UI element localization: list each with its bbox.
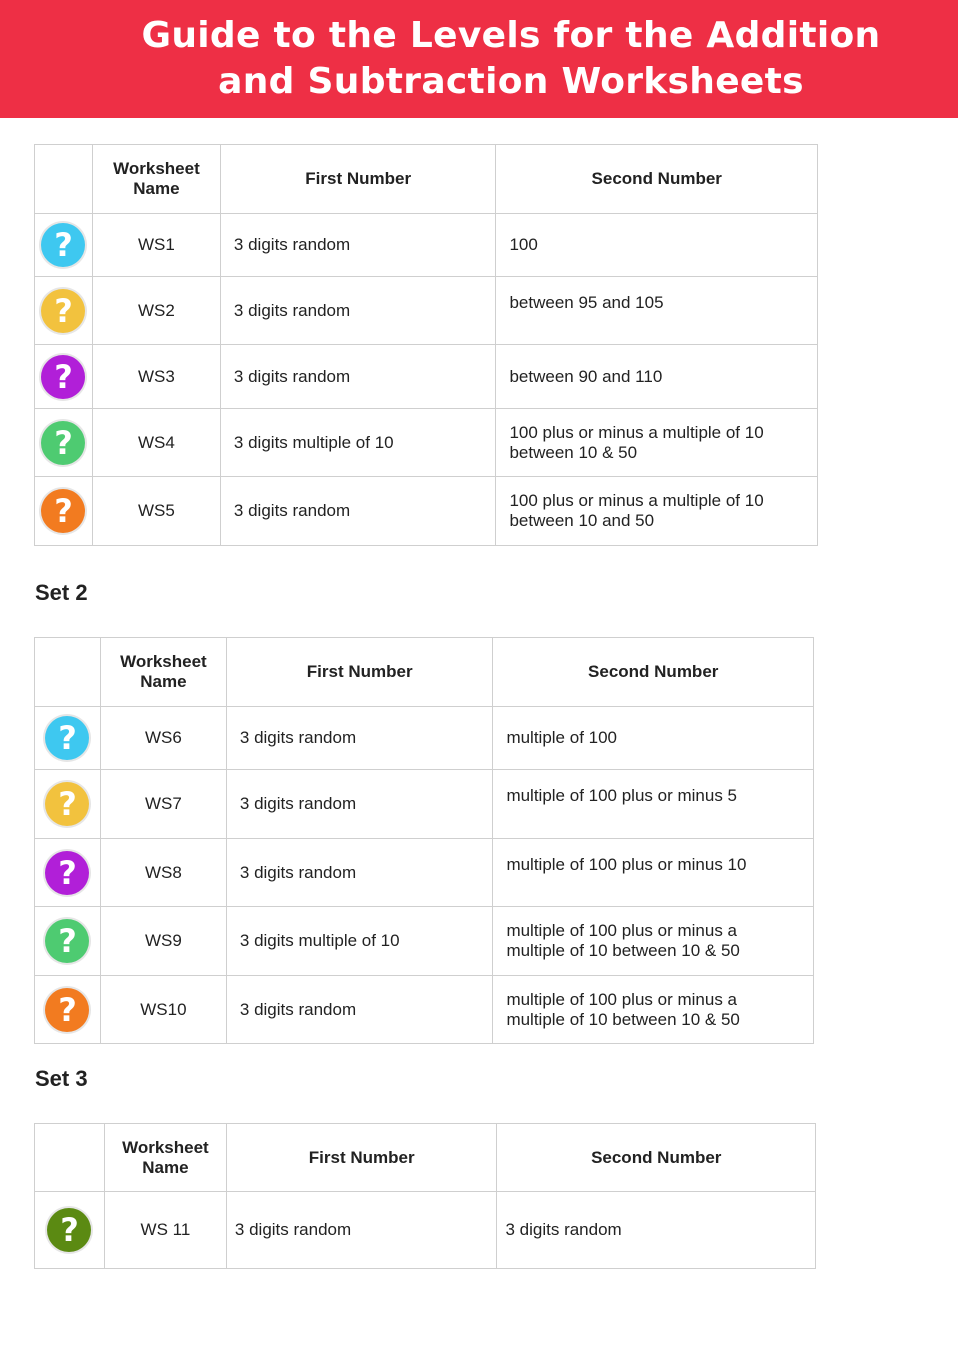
page-title: Guide to the Levels for the Addition and Subtraction Worksheets (141, 15, 881, 102)
second-number: multiple of 100 plus or minus 5 (493, 770, 814, 839)
first-number: 3 digits random (226, 839, 493, 907)
header-second-number: Second Number (497, 1124, 816, 1192)
header-worksheet-name: Worksheet Name (92, 145, 220, 214)
set3-table (34, 1123, 816, 1269)
worksheet-name: WS2 (92, 277, 220, 345)
set3-label: Set 3 (35, 1066, 88, 1091)
header-first-number: First Number (226, 1124, 497, 1192)
table-row (35, 839, 814, 907)
table-row (35, 907, 814, 976)
yellow-question-icon: ? (41, 289, 85, 333)
header-second-number: Second Number (493, 638, 814, 707)
second-number: multiple of 100 (493, 707, 814, 770)
purple-question-icon: ? (45, 851, 89, 895)
second-number: multiple of 100 plus or minus a multiple of 10 between 10 & 50 (493, 907, 814, 976)
table-row (35, 1192, 816, 1269)
olive-question-icon: ? (47, 1208, 91, 1252)
second-number: between 90 and 110 (496, 345, 818, 409)
orange-question-icon: ? (41, 489, 85, 533)
worksheet-name: WS8 (100, 839, 226, 907)
blue-question-icon: ? (45, 716, 89, 760)
green-question-icon: ? (45, 919, 89, 963)
second-number: 3 digits random (497, 1192, 816, 1269)
table-row (35, 277, 818, 345)
title-banner (0, 0, 958, 118)
table-row (35, 214, 818, 277)
worksheet-name: WS9 (100, 907, 226, 976)
table-header-row (35, 638, 814, 707)
header-icon-cell (35, 1124, 105, 1192)
first-number: 3 digits random (220, 477, 496, 546)
worksheet-name: WS6 (100, 707, 226, 770)
worksheet-name: WS5 (92, 477, 220, 546)
set1-table (34, 144, 818, 546)
worksheet-name: WS7 (100, 770, 226, 839)
first-number: 3 digits multiple of 10 (220, 409, 496, 477)
first-number: 3 digits random (226, 1192, 497, 1269)
first-number: 3 digits random (220, 277, 496, 345)
worksheet-name: WS1 (92, 214, 220, 277)
header-worksheet-name: Worksheet Name (104, 1124, 226, 1192)
header-icon-cell (35, 145, 93, 214)
header-first-number: First Number (220, 145, 496, 214)
table-header-row (35, 145, 818, 214)
table-header-row (35, 1124, 816, 1192)
worksheet-name: WS 11 (104, 1192, 226, 1269)
set2-label: Set 2 (35, 580, 88, 605)
first-number: 3 digits random (226, 976, 493, 1044)
header-second-number: Second Number (496, 145, 818, 214)
second-number: 100 (496, 214, 818, 277)
first-number: 3 digits random (226, 770, 493, 839)
second-number: between 95 and 105 (496, 277, 818, 345)
worksheet-name: WS10 (100, 976, 226, 1044)
orange-question-icon: ? (45, 988, 89, 1032)
yellow-question-icon: ? (45, 782, 89, 826)
second-number: multiple of 100 plus or minus a multiple of 10 between 10 & 50 (493, 976, 814, 1044)
worksheet-name: WS4 (92, 409, 220, 477)
table-row (35, 409, 818, 477)
table-row (35, 707, 814, 770)
first-number: 3 digits random (226, 707, 493, 770)
second-number: 100 plus or minus a multiple of 10 between 10 & 50 (496, 409, 818, 477)
first-number: 3 digits random (220, 214, 496, 277)
table-row (35, 976, 814, 1044)
header-worksheet-name: Worksheet Name (100, 638, 226, 707)
header-first-number: First Number (226, 638, 493, 707)
purple-question-icon: ? (41, 355, 85, 399)
header-icon-cell (35, 638, 101, 707)
table-row (35, 345, 818, 409)
first-number: 3 digits multiple of 10 (226, 907, 493, 976)
table-row (35, 477, 818, 546)
set2-table (34, 637, 814, 1044)
first-number: 3 digits random (220, 345, 496, 409)
green-question-icon: ? (41, 421, 85, 465)
second-number: multiple of 100 plus or minus 10 (493, 839, 814, 907)
second-number: 100 plus or minus a multiple of 10 between 10 and 50 (496, 477, 818, 546)
table-row (35, 770, 814, 839)
blue-question-icon: ? (41, 223, 85, 267)
worksheet-name: WS3 (92, 345, 220, 409)
